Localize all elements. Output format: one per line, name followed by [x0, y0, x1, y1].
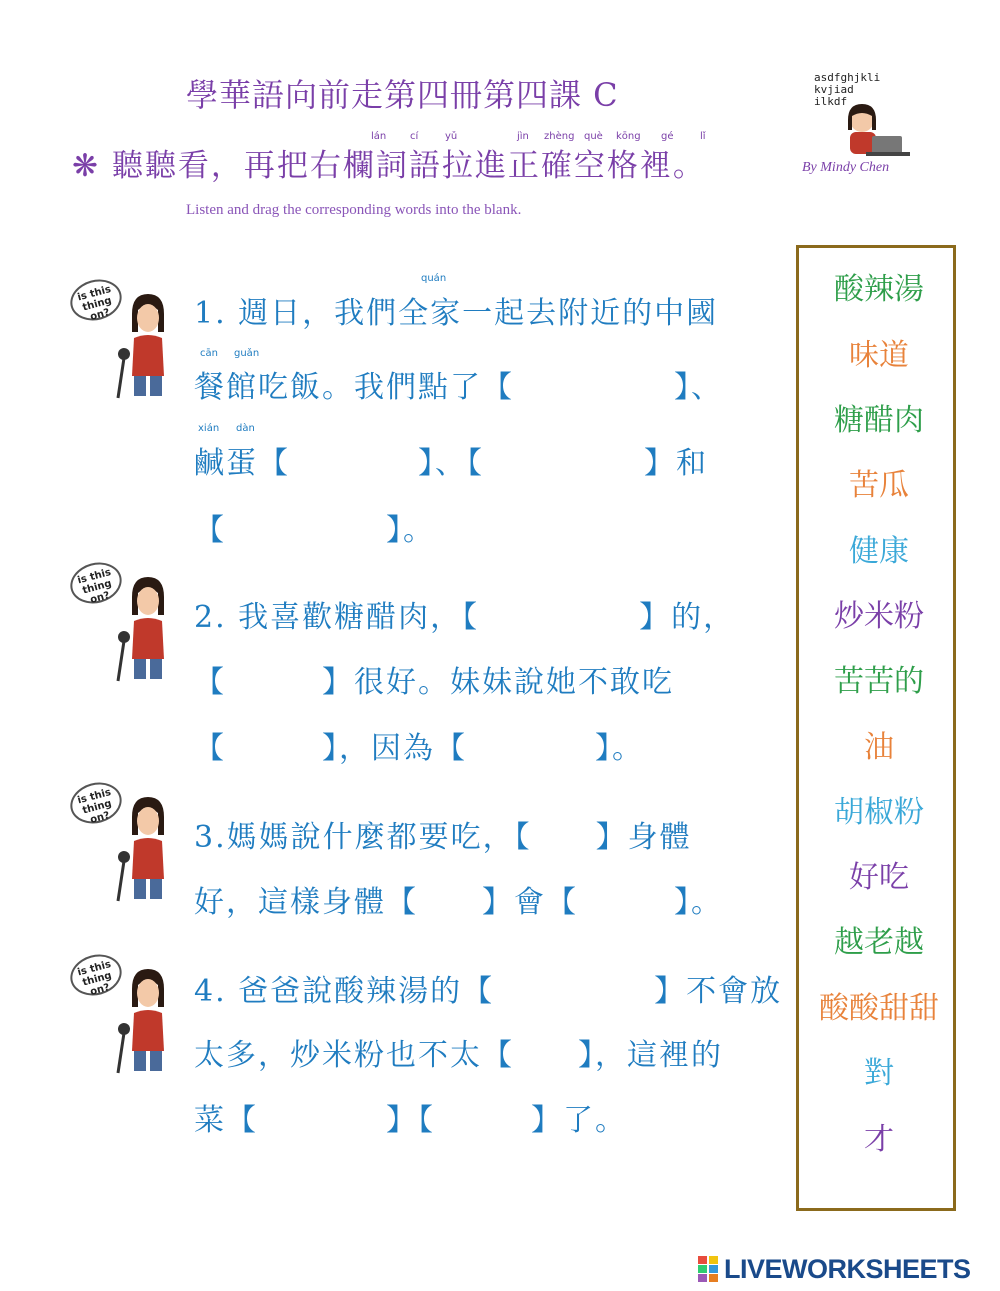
microphone-speaker-icon — [70, 783, 170, 903]
word-bank-item[interactable]: 苦瓜 — [849, 468, 909, 503]
word-bank-item[interactable]: 胡椒粉 — [834, 795, 924, 830]
pinyin-zheng: zhèng — [544, 131, 575, 142]
question-2-line-1[interactable]: 2. 我喜歡糖醋肉，【 】的， — [194, 600, 736, 635]
pinyin-lan: lán — [371, 131, 387, 142]
speech-bubble: is this thing on? — [66, 274, 127, 326]
page-title: 學華語向前走第四冊第四課 C — [186, 76, 619, 114]
word-bank-item[interactable]: 對 — [864, 1056, 894, 1091]
question-2-line-3[interactable]: 【 】，因為【 】。 — [194, 731, 644, 766]
liveworksheets-brand[interactable]: LIVEWORKSHEETS — [724, 1254, 971, 1284]
question-1-line-3[interactable]: 鹹蛋【 】、【 】和 — [194, 446, 708, 481]
question-4-line-1[interactable]: 4. 爸爸說酸辣湯的【 】不會放 — [194, 974, 783, 1009]
word-bank-item[interactable]: 糖醋肉 — [834, 403, 924, 438]
instruction-english: Listen and drag the corresponding words into the blank. — [186, 202, 522, 218]
word-bank-item[interactable]: 味道 — [849, 338, 909, 373]
word-bank-item[interactable]: 健康 — [849, 534, 909, 569]
pinyin-can: cān — [200, 348, 218, 359]
liveworksheets-logo-icon — [698, 1256, 720, 1282]
pinyin-jin: jìn — [517, 131, 529, 142]
microphone-speaker-icon — [70, 563, 170, 683]
author-avatar-icon — [806, 66, 914, 162]
speech-bubble: is this thing on? — [66, 949, 127, 1001]
word-bank-item[interactable]: 才 — [864, 1122, 894, 1157]
word-bank — [796, 245, 956, 1211]
logo-text: asdfghjkli kvjiad ilkdf — [814, 71, 881, 108]
instruction: ❋ 聽聽看，再把右欄詞語拉進正確空格裡。 — [72, 148, 706, 184]
pinyin-dan: dàn — [236, 423, 255, 434]
word-bank-item[interactable]: 炒米粉 — [834, 599, 924, 634]
word-bank-item[interactable]: 油 — [864, 730, 894, 765]
pinyin-xian: xián — [198, 423, 220, 434]
question-4-line-3[interactable]: 菜【 】【 】了。 — [194, 1103, 627, 1138]
word-bank-item[interactable]: 越老越 — [834, 925, 924, 960]
speech-bubble: is this thing on? — [66, 777, 127, 829]
pinyin-li: lǐ — [700, 131, 706, 142]
word-bank-item[interactable]: 酸辣湯 — [834, 272, 924, 307]
pinyin-guan: guǎn — [234, 348, 260, 359]
speech-bubble: is this thing on? — [66, 557, 127, 609]
pinyin-que: què — [584, 131, 603, 142]
byline: By Mindy Chen — [802, 160, 890, 175]
author-logo — [806, 66, 914, 162]
question-1-line-1: 1. 週日，我們全家一起去附近的中國 — [194, 296, 719, 331]
question-2-line-2[interactable]: 【 】很好。妹妹說她不敢吃 — [194, 665, 674, 700]
question-4-line-2[interactable]: 太多，炒米粉也不太【 】，這裡的 — [194, 1038, 723, 1073]
word-bank-item[interactable]: 酸酸甜甜 — [819, 991, 939, 1026]
pinyin-quan: quán — [421, 273, 447, 284]
question-1-line-4[interactable]: 【 】。 — [194, 513, 435, 548]
word-bank-item[interactable]: 苦苦的 — [834, 664, 924, 699]
pinyin-ci: cí — [410, 131, 419, 142]
word-bank-item[interactable]: 好吃 — [849, 860, 909, 895]
pinyin-kong: kōng — [616, 131, 641, 142]
question-3-line-1[interactable]: 3.媽媽說什麼都要吃，【 】身體 — [194, 820, 692, 855]
pinyin-ge: gé — [661, 131, 674, 142]
question-1-line-2[interactable]: 餐館吃飯。我們點了【 】、 — [194, 370, 723, 405]
microphone-speaker-icon — [70, 280, 170, 400]
question-3-line-2[interactable]: 好，這樣身體【 】會【 】。 — [194, 885, 723, 920]
microphone-speaker-icon — [70, 955, 170, 1075]
pinyin-yu: yǔ — [445, 131, 458, 142]
